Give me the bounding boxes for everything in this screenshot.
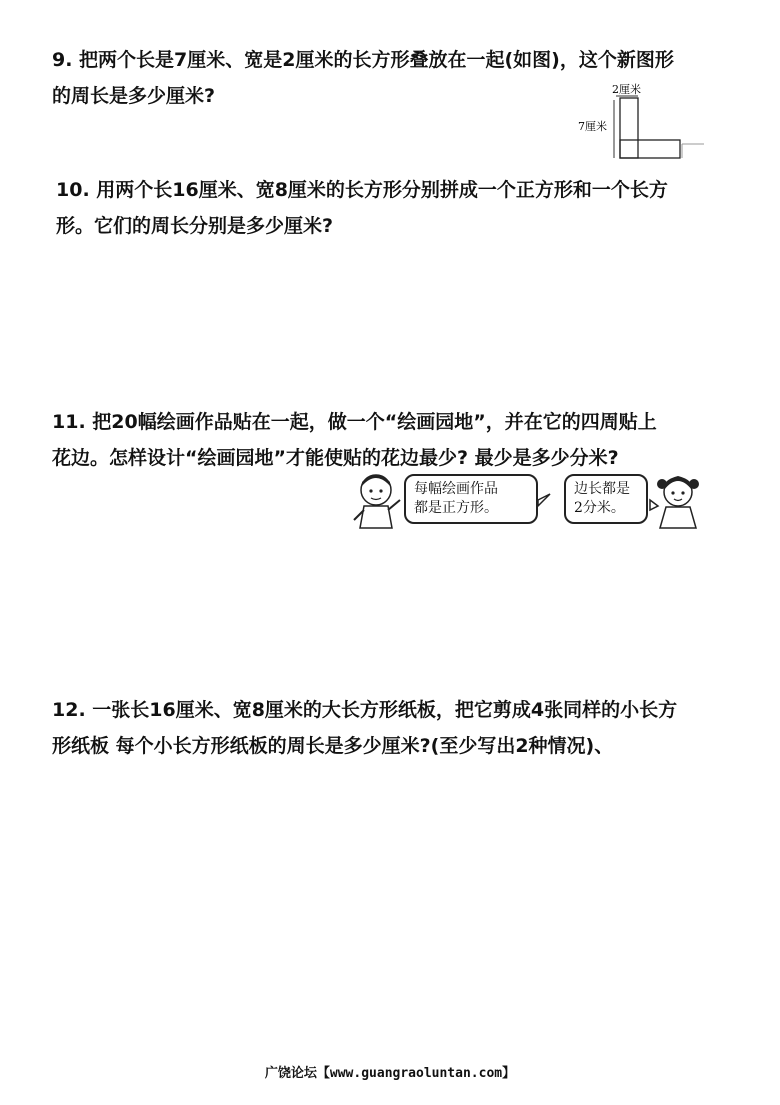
question-9-line-1: 9. 把两个长是7厘米、宽是2厘米的长方形叠放在一起(如图)，这个新图形 <box>52 49 674 71</box>
question-10-line-1: 10. 用两个长16厘米、宽8厘米的长方形分别拼成一个正方形和一个长方 <box>56 179 668 201</box>
girl-speech-bubble <box>564 474 648 524</box>
question-11-line-1: 11. 把20幅绘画作品贴在一起，做一个“绘画园地”，并在它的四周贴上 <box>52 411 657 433</box>
question-11-line-2: 花边。怎样设计“绘画园地”才能使贴的花边最少? 最少是多少分米? <box>52 447 619 469</box>
question-10 <box>56 172 746 244</box>
boy-speech-line-1: 每幅绘画作品 <box>414 481 498 497</box>
question-12 <box>52 692 742 764</box>
question-11 <box>52 404 742 476</box>
question-9-line-2: 的周长是多少厘米? <box>52 85 216 107</box>
girl-speech-line-1: 边长都是 <box>574 481 630 497</box>
figure-width-label: 2厘米 <box>612 83 641 96</box>
girl-speech-line-2: 2分米。 <box>574 500 625 516</box>
boy-illustration <box>354 475 400 528</box>
boy-speech-line-2: 都是正方形。 <box>414 500 498 516</box>
speech-illustration <box>352 470 704 530</box>
question-12-line-2: 形纸板 每个小长方形纸板的周长是多少厘米?(至少写出2种情况)、 <box>52 735 614 757</box>
boy-speech-bubble <box>404 474 538 524</box>
page-footer: 广饶论坛【www.guangraoluntan.com】 <box>264 1066 516 1081</box>
girl-illustration <box>657 476 699 528</box>
horizontal-rectangle <box>620 140 680 158</box>
figure-length-label: 7厘米 <box>578 120 607 133</box>
question-12-line-1: 12. 一张长16厘米、宽8厘米的大长方形纸板，把它剪成4张同样的小长方 <box>52 699 678 721</box>
question-10-line-2: 形。它们的周长分别是多少厘米? <box>56 215 334 237</box>
overlapping-rectangles-figure <box>578 82 708 162</box>
vertical-rectangle <box>620 98 638 158</box>
